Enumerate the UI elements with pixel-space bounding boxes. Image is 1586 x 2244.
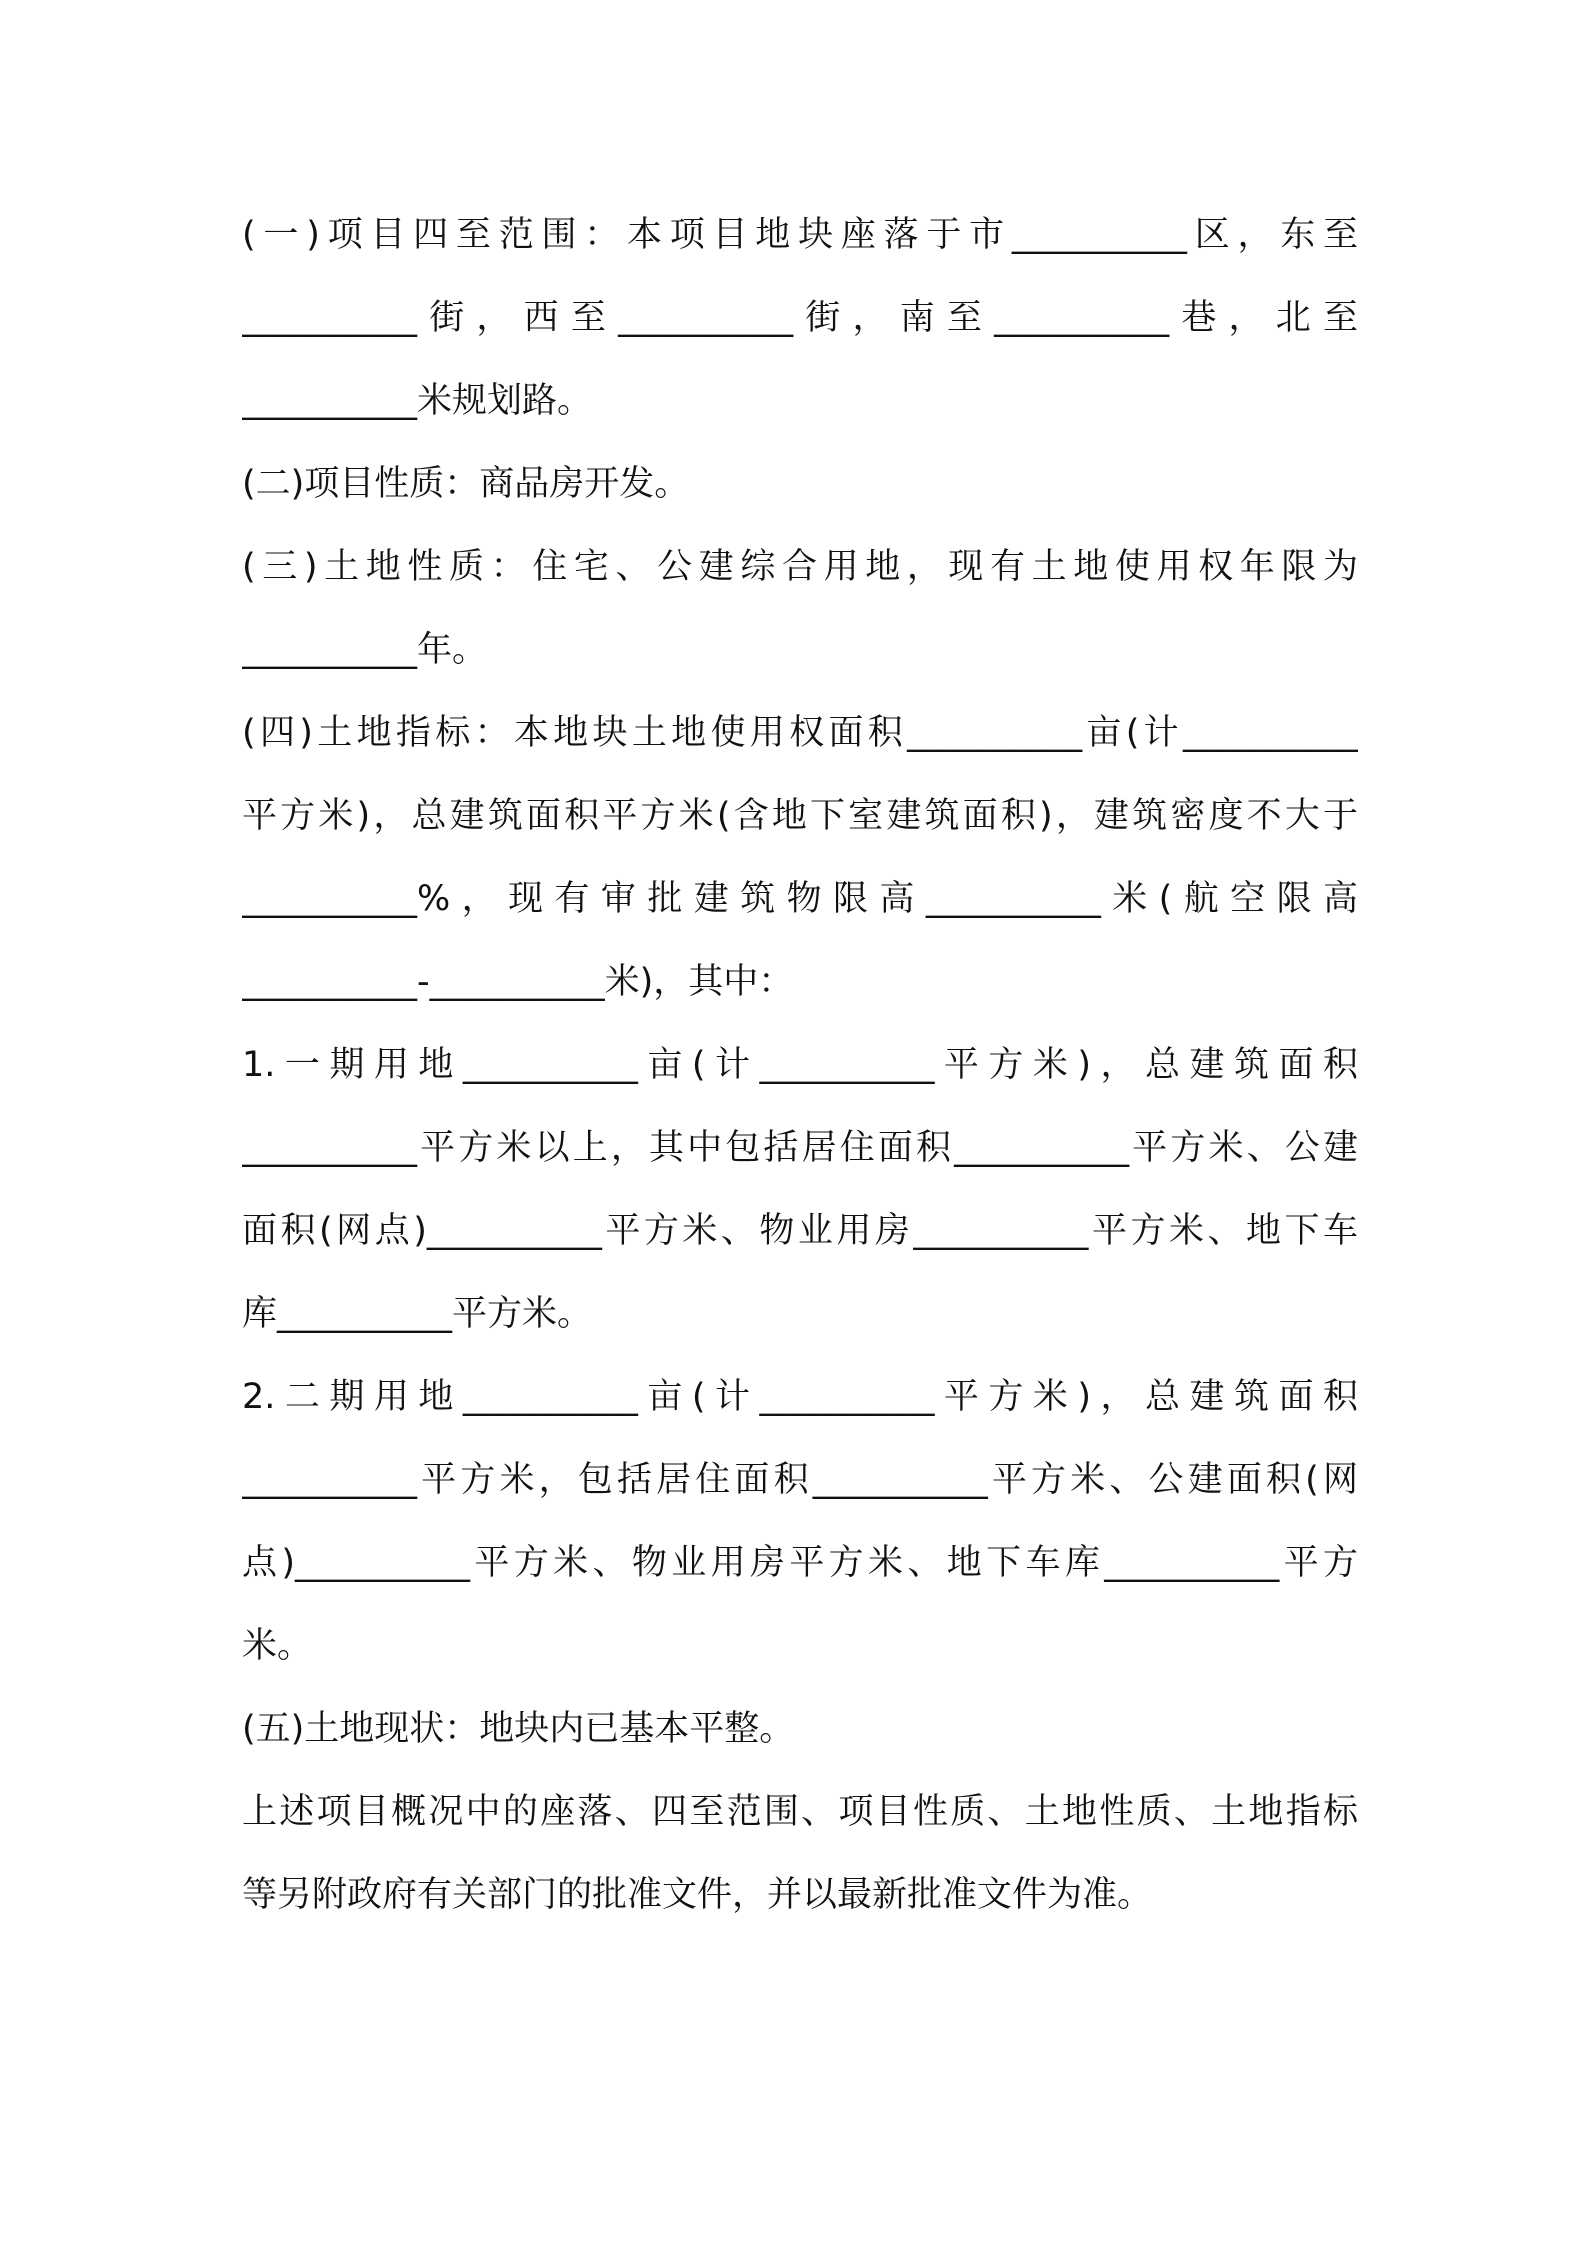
text-line: (二)项目性质：商品房开发。 [242, 464, 690, 504]
text-line: (一)项目四至范围：本项目地块座落于市__________区，东至 [242, 215, 1358, 255]
text-line: 2.二期用地__________亩(计__________平方米)，总建筑面积 [242, 1377, 1358, 1417]
text-line: (五)土地现状：地块内已基本平整。 [242, 1709, 795, 1749]
text-line: 米。 [242, 1626, 313, 1666]
text-line: 等另附政府有关部门的批准文件，并以最新批准文件为准。 [242, 1875, 1153, 1915]
text-line: __________平方米，包括居住面积__________平方米、公建面积(网 [242, 1460, 1358, 1500]
text-line: __________-__________米)，其中： [242, 962, 794, 1002]
text-line: __________年。 [242, 630, 488, 670]
text-line: __________米规划路。 [242, 381, 593, 421]
text-line: 库__________平方米。 [242, 1294, 593, 1334]
text-line: 点)__________平方米、物业用房平方米、地下车库__________平方 [242, 1543, 1358, 1583]
text-line: 平方米)，总建筑面积平方米(含地下室建筑面积)，建筑密度不大于 [242, 796, 1358, 836]
text-line: (四)土地指标：本地块土地使用权面积__________亩(计__________ [242, 713, 1358, 753]
text-line: __________街，西至__________街，南至__________巷，北至 [242, 298, 1358, 338]
text-line: (三)土地性质：住宅、公建综合用地，现有土地使用权年限为 [242, 547, 1358, 587]
text-line: __________%，现有审批建筑物限高__________米(航空限高 [242, 879, 1358, 919]
text-line: __________平方米以上，其中包括居住面积__________平方米、公建 [242, 1128, 1358, 1168]
document-body [242, 194, 1358, 1937]
text-line: 面积(网点)__________平方米、物业用房__________平方米、地下车 [242, 1211, 1358, 1251]
text-line: 上述项目概况中的座落、四至范围、项目性质、土地性质、土地指标 [242, 1792, 1358, 1832]
text-line: 1.一期用地__________亩(计__________平方米)，总建筑面积 [242, 1045, 1358, 1085]
